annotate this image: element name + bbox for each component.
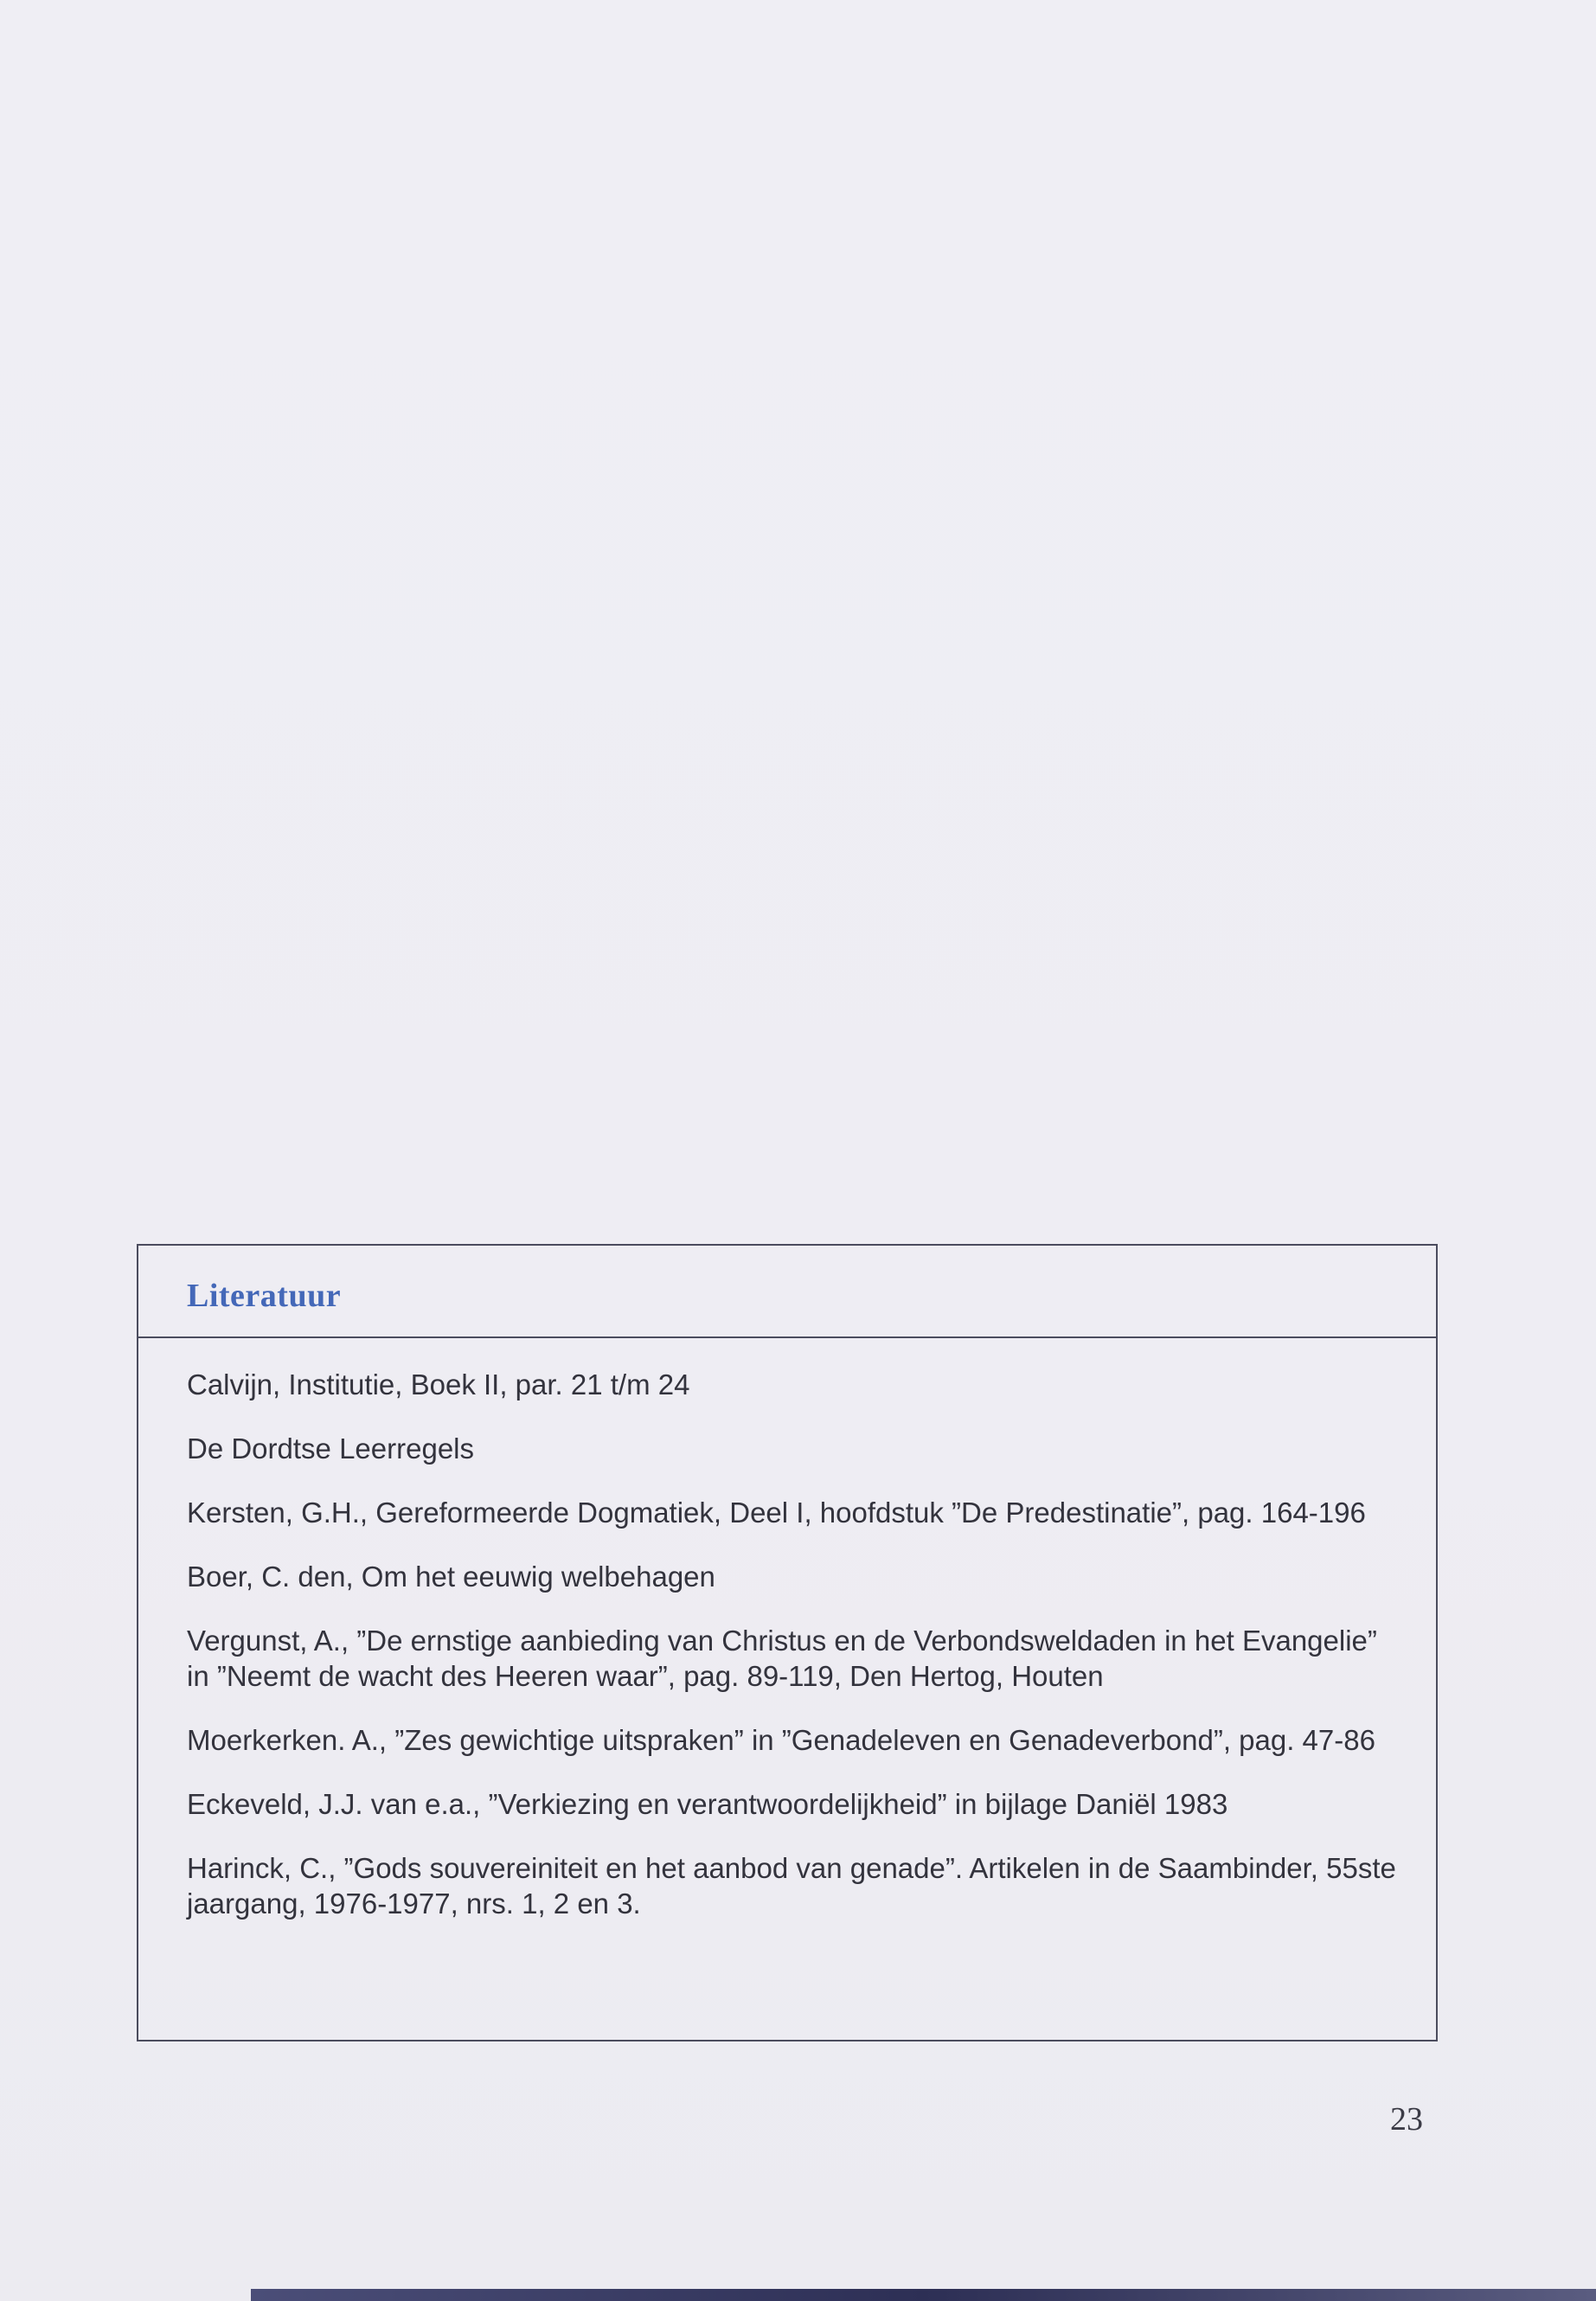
literature-box bbox=[137, 1244, 1438, 2041]
literature-entry: Kersten, G.H., Gereformeerde Dogmatiek, Deel I, hoofdstuk ”De Predestinatie”, pag. 164-196 bbox=[187, 1497, 1366, 1529]
literature-entry: Harinck, C., ”Gods souvereiniteit en het aanbod van genade”. Artikelen in de Saambinder, 55ste jaargang, 1976-1977, nrs. 1, 2 en 3. bbox=[187, 1852, 1396, 1920]
literature-entry: Vergunst, A., ”De ernstige aanbieding van Christus en de Verbondsweldaden in het Evangelie” in ”Neemt de wacht des Heeren waar”, pag. 89-119, Den Hertog, Houten bbox=[187, 1625, 1377, 1692]
literature-entry: Boer, C. den, Om het eeuwig welbehagen bbox=[187, 1561, 715, 1593]
literature-entry: Eckeveld, J.J. van e.a., ”Verkiezing en verantwoordelijkheid” in bijlage Daniël 1983 bbox=[187, 1788, 1228, 1820]
page-number: 23 bbox=[1390, 2101, 1423, 2138]
literature-list bbox=[187, 1367, 1398, 1950]
literature-entry: De Dordtse Leerregels bbox=[187, 1433, 474, 1465]
scan-bottom-edge bbox=[251, 2289, 1596, 2301]
literature-entry: Moerkerken. A., ”Zes gewichtige uitspraken” in ”Genadeleven en Genadeverbond”, pag. 47-86 bbox=[187, 1724, 1375, 1756]
literature-title: Literatuur bbox=[187, 1278, 342, 1314]
literature-header bbox=[138, 1246, 1436, 1338]
literature-entry: Calvijn, Institutie, Boek II, par. 21 t/m 24 bbox=[187, 1368, 690, 1400]
